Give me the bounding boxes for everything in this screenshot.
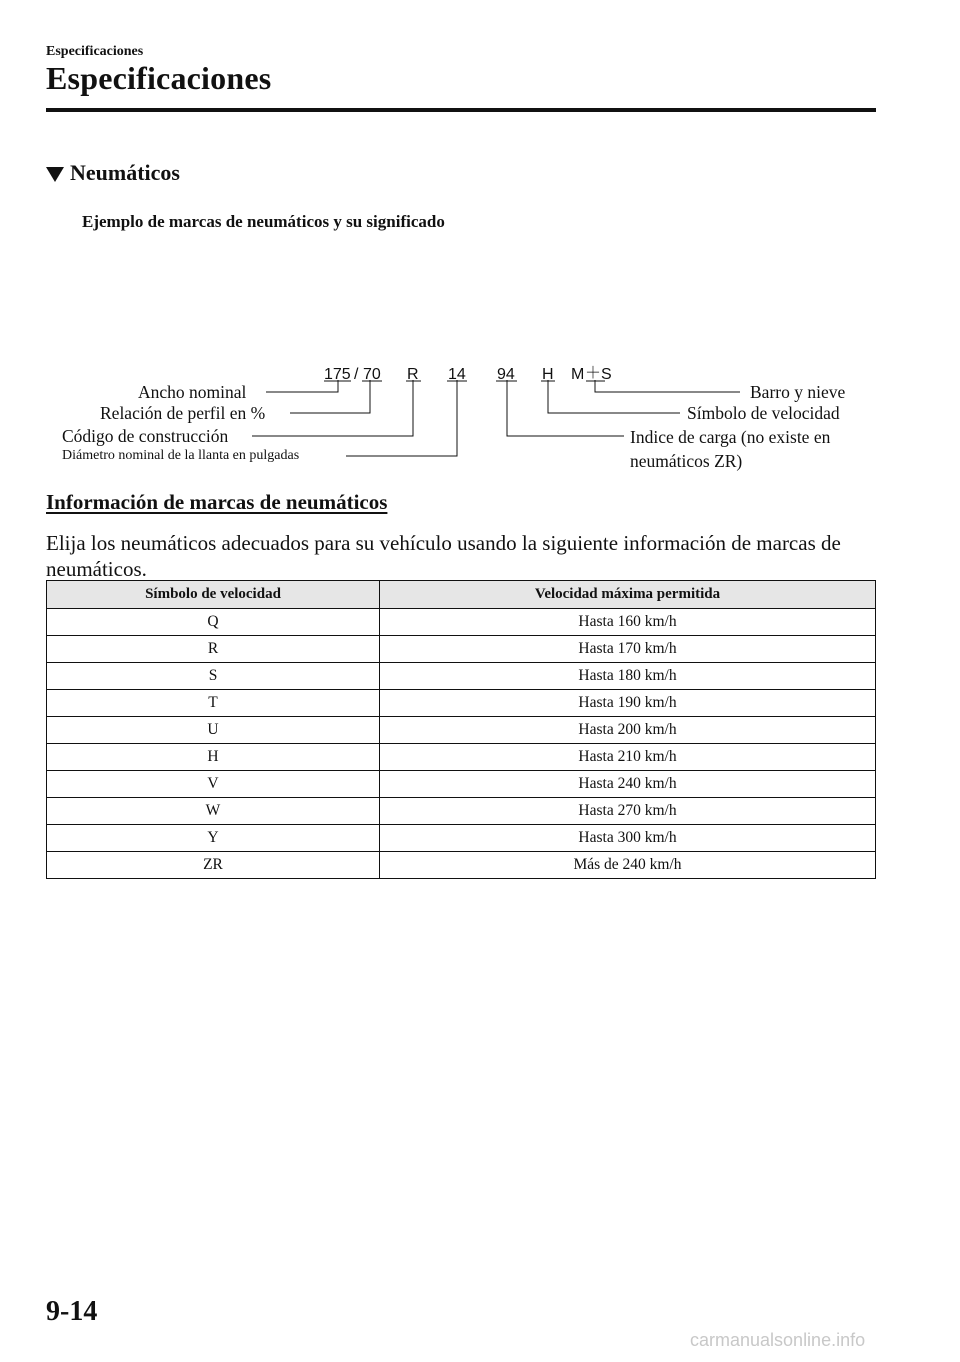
label-width: Ancho nominal <box>138 382 247 402</box>
table-cell-speed: Hasta 200 km/h <box>380 717 876 744</box>
label-speed: Símbolo de velocidad <box>687 403 840 423</box>
table-row <box>47 717 876 744</box>
table-row <box>47 690 876 717</box>
code-ratio: 70 <box>363 366 381 383</box>
code-construction: R <box>407 366 419 383</box>
code-rim: 14 <box>448 366 466 383</box>
header-rule <box>46 108 876 112</box>
leader-load <box>507 380 624 436</box>
table-header-row <box>47 581 876 609</box>
label-ratio: Relación de perfil en % <box>100 403 266 423</box>
info-title: Información de marcas de neumáticos <box>46 490 388 514</box>
table-cell-symbol: Y <box>47 825 380 852</box>
table-cell-symbol: W <box>47 798 380 825</box>
leader-speed <box>548 380 680 413</box>
tire-marking-diagram <box>0 350 960 480</box>
table-header-symbol: Símbolo de velocidad <box>47 581 380 609</box>
table-cell-speed: Hasta 270 km/h <box>380 798 876 825</box>
table-cell-speed: Hasta 160 km/h <box>380 609 876 636</box>
label-load-line1: Indice de carga (no existe en <box>630 427 831 447</box>
table-row <box>47 771 876 798</box>
code-speed: H <box>542 366 554 383</box>
code-slash: / <box>354 366 359 383</box>
watermark: carmanualsonline.info <box>690 1330 866 1350</box>
table-row <box>47 636 876 663</box>
table-cell-speed: Hasta 300 km/h <box>380 825 876 852</box>
section-heading <box>46 160 180 186</box>
table-cell-symbol: V <box>47 771 380 798</box>
table-row <box>47 609 876 636</box>
table-cell-speed: Hasta 210 km/h <box>380 744 876 771</box>
section-title: Neumáticos <box>70 160 180 185</box>
table-cell-symbol: T <box>47 690 380 717</box>
table-header-speed: Velocidad máxima permitida <box>380 581 876 609</box>
leader-construction <box>252 380 413 436</box>
table-row <box>47 663 876 690</box>
code-snow: S <box>601 366 612 383</box>
table-cell-symbol: U <box>47 717 380 744</box>
label-construction: Código de construcción <box>62 426 229 446</box>
speed-rating-table <box>46 580 876 879</box>
table-row <box>47 825 876 852</box>
table-cell-symbol: Q <box>47 609 380 636</box>
code-load: 94 <box>497 366 515 383</box>
code-plus: ＋ <box>585 365 602 382</box>
table-cell-speed: Hasta 240 km/h <box>380 771 876 798</box>
info-paragraph: Elija los neumáticos adecuados para su vehículo usando la siguiente información de marcas de neumáticos. <box>46 531 841 581</box>
table-cell-symbol: H <box>47 744 380 771</box>
table-cell-symbol: ZR <box>47 852 380 879</box>
table-cell-speed: Hasta 180 km/h <box>380 663 876 690</box>
table-cell-symbol: R <box>47 636 380 663</box>
chapter-title: Especificaciones <box>46 60 272 96</box>
leader-ratio <box>290 380 370 413</box>
triangle-down-icon <box>46 167 64 182</box>
table-row <box>47 744 876 771</box>
table-row <box>47 852 876 879</box>
code-width: 175 <box>324 366 351 383</box>
running-head: Especificaciones <box>46 44 144 59</box>
diagram-caption: Ejemplo de marcas de neumáticos y su significado <box>82 212 445 231</box>
table-row <box>47 798 876 825</box>
table-cell-speed: Hasta 190 km/h <box>380 690 876 717</box>
code-mud: M <box>571 366 585 383</box>
label-rim: Diámetro nominal de la llanta en pulgadas <box>62 448 300 463</box>
leader-rim <box>346 380 457 456</box>
page-number: 9-14 <box>46 1296 98 1327</box>
label-mud-snow: Barro y nieve <box>750 382 846 402</box>
label-load-line2: neumáticos ZR) <box>630 451 743 471</box>
table-cell-symbol: S <box>47 663 380 690</box>
table-cell-speed: Hasta 170 km/h <box>380 636 876 663</box>
table-cell-speed: Más de 240 km/h <box>380 852 876 879</box>
leader-mud-snow <box>595 380 740 392</box>
